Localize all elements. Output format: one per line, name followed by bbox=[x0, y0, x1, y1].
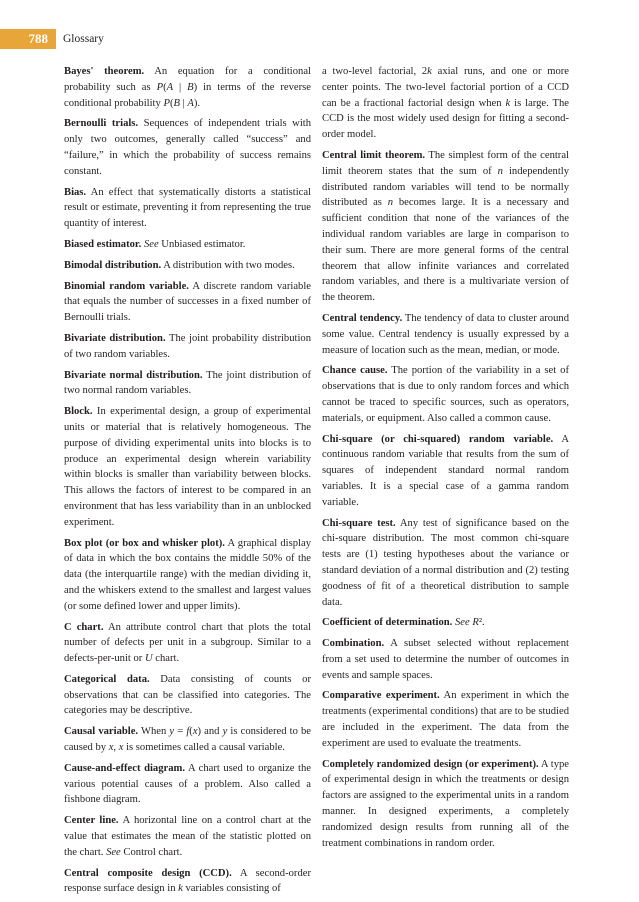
definition-text: k bbox=[505, 97, 511, 109]
glossary-term: Cause-and-effect diagram. bbox=[64, 762, 185, 774]
definition-text: B bbox=[173, 97, 180, 109]
definition-text: x bbox=[192, 726, 198, 738]
glossary-entry bbox=[64, 279, 311, 326]
definition-text: An experiment in which the treatments (experimental conditions) that are to be studied are included in the experiment. The data from the experiment are used to evaluate the treatments. bbox=[322, 690, 569, 749]
definition-text: | bbox=[179, 97, 188, 109]
glossary-term: Central composite design (CCD). bbox=[64, 867, 232, 879]
definition-text: An attribute control chart that plots the total number of defects per unit in a subgroup. Similar to a defects-per-unit or bbox=[64, 621, 311, 665]
glossary-entry bbox=[64, 258, 311, 274]
definition-text: P bbox=[156, 81, 164, 93]
definition-text: is sometimes called a causal variable. bbox=[123, 742, 285, 754]
definition-text: is large. The CCD is the most widely used design for fitting a second-order model. bbox=[322, 97, 570, 141]
definition-text: n bbox=[497, 165, 503, 177]
definition-text: is considered to be caused by bbox=[64, 726, 311, 754]
glossary-term: Block. bbox=[64, 406, 93, 418]
definition-text: axial runs, and one or more center points. The two-level factorial portion of a CCD can be a fractional factorial design when bbox=[322, 66, 569, 109]
running-head: Glossary bbox=[63, 33, 104, 45]
definition-text: A second-order response surface design in bbox=[64, 867, 311, 895]
glossary-term: Categorical data. bbox=[64, 673, 150, 685]
definition-text: A discrete random variable that equals the number of successes in a fixed number of Bernoulli trials. bbox=[64, 280, 311, 324]
definition-text: variables consisting of bbox=[182, 883, 281, 895]
definition-text: n bbox=[387, 197, 394, 209]
definition-text: ². bbox=[478, 617, 485, 629]
glossary-entry bbox=[322, 636, 569, 683]
definition-text: f bbox=[186, 726, 190, 738]
definition-text: Data consisting of counts or observations that can be classified into categories. The categories may be descriptive. bbox=[64, 673, 311, 717]
glossary-term: Chi-square test. bbox=[322, 517, 396, 529]
glossary-entry bbox=[322, 311, 569, 358]
glossary-term: Bivariate normal distribution. bbox=[64, 369, 203, 381]
definition-text: ) in terms of the reverse conditional probability bbox=[64, 81, 311, 109]
glossary-entry bbox=[64, 64, 311, 111]
definition-text: ) and bbox=[197, 726, 223, 738]
definition-text: Control chart. bbox=[120, 846, 183, 858]
glossary-entry bbox=[64, 237, 311, 253]
definition-text: When bbox=[138, 726, 170, 738]
glossary-term: Center line. bbox=[64, 815, 119, 827]
glossary-left-column bbox=[64, 64, 311, 902]
glossary-term: Central tendency. bbox=[322, 312, 403, 324]
glossary-term: Completely randomized design (or experiment). bbox=[322, 758, 539, 770]
glossary-term: Comparative experiment. bbox=[322, 690, 440, 702]
glossary-entry bbox=[64, 331, 311, 363]
definition-text: Any test of significance based on the chi-square distribution. The most common chi-square tests are (1) testing hypotheses about the variance or standard deviation of a normal distribution and (2) testing goodness of fit of a theoretical distribution to sample data. bbox=[322, 517, 569, 608]
definition-text: An equation for a conditional probability such as bbox=[64, 66, 311, 93]
definition-text: A horizontal line on a control chart at the value that estimates the mean of the statistic plotted on the chart. bbox=[64, 815, 312, 858]
definition-text: ( bbox=[169, 97, 174, 109]
glossary-entry bbox=[64, 185, 311, 232]
glossary-entry bbox=[322, 688, 569, 751]
glossary-entry bbox=[322, 516, 569, 611]
definition-text: ( bbox=[163, 81, 167, 93]
definition-text: ( bbox=[189, 726, 193, 738]
glossary-term: Box plot (or box and whisker plot). bbox=[64, 537, 225, 549]
definition-text: An effect that systematically distorts a statistical result or estimate, preventing it from representing the true quantity of interest. bbox=[64, 186, 311, 230]
glossary-entry bbox=[64, 536, 311, 615]
definition-text: A chart used to organize the various potential causes of a problem. Also called a fishbone diagram. bbox=[64, 762, 312, 806]
glossary-term: Bias. bbox=[64, 186, 87, 198]
definition-text: R bbox=[472, 617, 479, 629]
glossary-entry bbox=[322, 363, 569, 426]
definition-text: becomes large. It is a necessary and sufficient condition that none of the variances of the individual random variables are large in comparison to their sum. There are more general forms of the central theorem that allow infinite variances and correlated random variables, and there is a multivariate version of the theorem. bbox=[322, 197, 569, 304]
definition-text: The portion of the variability in a set of observations that is due to only random forces and which cannot be traced to specific sources, such as operators, materials, or equipment. Also called a common cause. bbox=[322, 365, 569, 424]
definition-text: A distribution with two modes. bbox=[161, 259, 295, 271]
definition-text: Sequences of independent trials with only two outcomes, generally called “success” and “failure,” in which the probability of success remains constant. bbox=[64, 118, 311, 177]
glossary-term: Binomial random variable. bbox=[64, 280, 189, 292]
glossary-term: Central limit theorem. bbox=[322, 149, 426, 161]
definition-text: The simplest form of the central limit theorem states that the sum of bbox=[322, 149, 569, 177]
definition-text: , bbox=[113, 742, 119, 754]
definition-text: x bbox=[108, 742, 114, 754]
definition-text: A type of experimental design in which the treatments or design factors are assigned to the experimental units in a random manner. In designed experiments, a completely randomized design results from running all of the treatment combinations in random order. bbox=[322, 758, 569, 849]
definition-text: A bbox=[187, 97, 194, 109]
glossary-entry bbox=[64, 368, 311, 400]
definition-text: chart. bbox=[152, 653, 180, 665]
definition-text: See bbox=[143, 238, 159, 250]
definition-text: The joint distribution of two normal random variables. bbox=[64, 369, 311, 397]
definition-text: A subset selected without replacement from a set used to determine the number of outcomes in events and sample spaces. bbox=[322, 638, 569, 681]
definition-text: | bbox=[173, 81, 188, 93]
definition-text: x bbox=[118, 742, 124, 754]
glossary-term: Chance cause. bbox=[322, 365, 388, 377]
definition-text: a two-level factorial, 2 bbox=[322, 66, 428, 77]
glossary-term: C chart. bbox=[64, 621, 104, 633]
definition-text: A bbox=[166, 81, 174, 93]
page-number: 788 bbox=[0, 29, 56, 49]
definition-text: k bbox=[427, 66, 432, 77]
glossary-entry bbox=[322, 64, 569, 143]
definition-text: See bbox=[106, 846, 121, 858]
definition-text: In experimental design, a group of experimental units or material that is relatively homogeneous. The purpose of dividing experimental units into blocks is to produce an experimental design wherein variability within blocks is smaller than variability between blocks. This allows the factors of interest to be compared in an environment that has less variability than in an unblocked experiment. bbox=[64, 406, 311, 528]
glossary-term: Bernoulli trials. bbox=[64, 118, 139, 130]
definition-text: y bbox=[169, 726, 175, 738]
page-header bbox=[0, 29, 639, 49]
glossary-entry bbox=[64, 866, 311, 898]
definition-text: k bbox=[178, 883, 183, 895]
definition-text: The tendency of data to cluster around some value. Central tendency is usually expressed by a measure of location such as the mean, median, or mode. bbox=[322, 312, 569, 356]
definition-text: U bbox=[144, 653, 153, 665]
definition-text: independently distributed random variables will tend to be normally distributed as bbox=[322, 165, 569, 209]
glossary-term: Causal variable. bbox=[64, 726, 139, 738]
glossary-entry bbox=[64, 620, 311, 667]
definition-text: A graphical display of data in which the box contains the middle 50% of the data (the interquartile range) with the median dividing it, and the whiskers extend to the smallest and largest values (or some defined lower and upper limits). bbox=[64, 537, 311, 612]
glossary-entry bbox=[64, 404, 311, 530]
definition-text: B bbox=[187, 81, 194, 93]
glossary-entry bbox=[64, 761, 311, 808]
glossary-term: Chi-square (or chi-squared) random variable. bbox=[322, 433, 554, 445]
definition-text: Unbiased estimator. bbox=[158, 238, 246, 250]
glossary-term: Bimodal distribution. bbox=[64, 259, 162, 271]
definition-text: P bbox=[163, 97, 170, 109]
glossary-term: Bayes' theorem. bbox=[64, 66, 145, 77]
glossary-entry bbox=[64, 813, 311, 860]
definition-text: ). bbox=[193, 97, 201, 109]
definition-text: A continuous random variable that results from the sum of squares of independent standard normal random variables. It is a special case of a gamma random variable. bbox=[322, 433, 569, 508]
glossary-term: Combination. bbox=[322, 638, 385, 650]
definition-text: = bbox=[174, 726, 187, 738]
glossary-entry bbox=[64, 116, 311, 179]
glossary-right-column bbox=[322, 64, 569, 856]
glossary-term: Coefficient of determination. bbox=[322, 617, 453, 629]
definition-text: See bbox=[454, 617, 470, 629]
glossary-term: Biased estimator. bbox=[64, 238, 142, 250]
glossary-term: Bivariate distribution. bbox=[64, 332, 166, 344]
glossary-entry bbox=[64, 672, 311, 719]
definition-text: y bbox=[222, 726, 228, 738]
glossary-entry bbox=[322, 432, 569, 511]
glossary-entry bbox=[322, 757, 569, 852]
definition-text: The joint probability distribution of two random variables. bbox=[64, 332, 311, 360]
glossary-entry bbox=[322, 615, 569, 631]
glossary-entry bbox=[322, 148, 569, 306]
glossary-entry bbox=[64, 724, 311, 756]
